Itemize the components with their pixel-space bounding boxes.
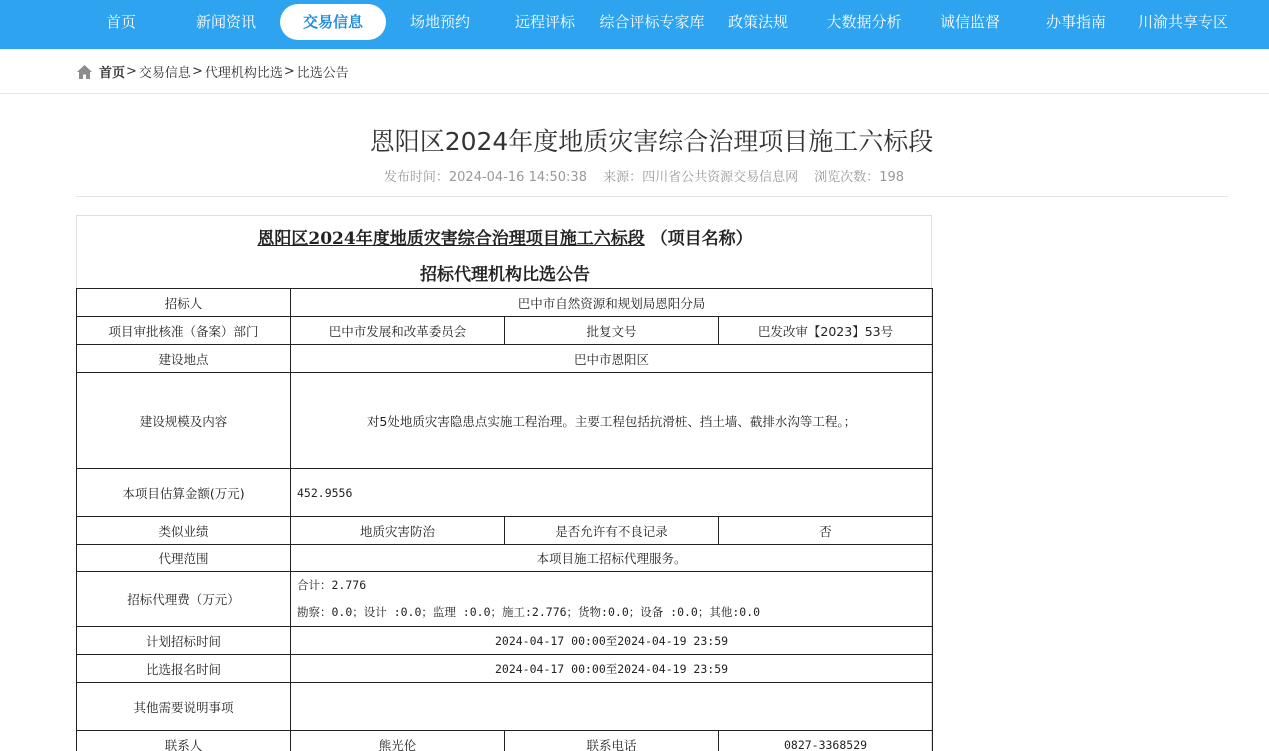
similar-value: 地质灾害防治 [291, 517, 505, 545]
source: 来源：四川省公共资源交易信息网 [603, 170, 799, 185]
table-row [77, 517, 933, 545]
table-row [77, 572, 933, 627]
phone-label: 联系电话 [505, 731, 719, 751]
article-title: 恩阳区2024年度地质灾害综合治理项目施工六标段 [369, 127, 934, 156]
table-row [77, 289, 933, 317]
phone-value: 0827-3368529 [719, 731, 933, 751]
bad-record-label: 是否允许有不良记录 [505, 517, 719, 545]
breadcrumb-trade-info[interactable]: 交易信息 [138, 66, 191, 81]
fee-label: 招标代理费（万元） [77, 572, 291, 627]
breadcrumb-separator: > [283, 64, 295, 79]
table-row [77, 469, 933, 517]
nav-chuanyu-zone[interactable]: 川渝共享专区 [1137, 13, 1228, 31]
other-value [291, 683, 933, 731]
nav-expert-pool[interactable]: 综合评标专家库 [599, 13, 705, 31]
scope-label: 代理范围 [77, 545, 291, 572]
article-meta [0, 166, 1269, 185]
other-label: 其他需要说明事项 [77, 683, 291, 731]
budget-value: 452.9556 [291, 469, 933, 517]
info-table [76, 288, 933, 751]
approval-doc-value: 巴发改审【2023】53号 [719, 317, 933, 345]
similar-label: 类似业绩 [77, 517, 291, 545]
nav-big-data[interactable]: 大数据分析 [826, 13, 902, 31]
table-row [77, 545, 933, 572]
breadcrumb-bar [0, 49, 1269, 94]
signup-time-label: 比选报名时间 [77, 655, 291, 683]
publish-time: 发布时间：2024-04-16 14:50:38 [383, 170, 587, 185]
nav-credit-supervision[interactable]: 诚信监督 [939, 13, 1000, 31]
project-name-suffix: （项目名称） [650, 229, 753, 249]
fee-detail: 勘察：0.0；设计 :0.0；监理 :0.0；施工:2.776；货物:0.0；设备 :0.0；其他:0.0 [297, 605, 761, 619]
signup-time-value: 2024-04-17 00:00至2024-04-19 23:59 [291, 655, 933, 683]
fee-value [291, 572, 933, 627]
table-row [77, 345, 933, 373]
view-count: 浏览次数：198 [814, 170, 905, 185]
breadcrumb-agency-selection[interactable]: 代理机构比选 [204, 66, 283, 81]
table-row [77, 627, 933, 655]
approval-dept-label: 项目审批核准（备案）部门 [77, 317, 291, 345]
bad-record-value: 否 [719, 517, 933, 545]
scale-label: 建设规模及内容 [77, 373, 291, 469]
breadcrumb-separator: > [191, 64, 203, 79]
fee-total: 合计：2.776 [297, 578, 367, 592]
table-row [77, 655, 933, 683]
scope-value: 本项目施工招标代理服务。 [291, 545, 933, 572]
nav-home[interactable]: 首页 [105, 13, 136, 31]
top-nav [0, 0, 1269, 49]
plan-time-label: 计划招标时间 [77, 627, 291, 655]
breadcrumb-separator: > [126, 64, 137, 79]
contact-value: 熊光伦 [291, 731, 505, 751]
approval-doc-label: 批复文号 [505, 317, 719, 345]
breadcrumb-home[interactable]: 首页 [99, 66, 126, 81]
nav-guide[interactable]: 办事指南 [1045, 13, 1106, 31]
scale-value: 对5处地质灾害隐患点实施工程治理。主要工程包括抗滑桩、挡土墙、截排水沟等工程。； [291, 373, 933, 469]
nav-policies[interactable]: 政策法规 [727, 13, 788, 31]
document-subtitle: 招标代理机构比选公告 [420, 265, 590, 285]
home-icon [76, 64, 93, 80]
breadcrumb [76, 62, 349, 81]
nav-remote-evaluation[interactable]: 远程评标 [514, 13, 575, 31]
approval-dept-value: 巴中市发展和改革委员会 [291, 317, 505, 345]
divider [76, 196, 1228, 197]
tenderer-value: 巴中市自然资源和规划局恩阳分局 [291, 289, 933, 317]
nav-venue-booking[interactable]: 场地预约 [409, 13, 470, 31]
site-value: 巴中市恩阳区 [291, 345, 933, 373]
nav-trade-info[interactable]: 交易信息 [280, 4, 386, 40]
site-label: 建设地点 [77, 345, 291, 373]
table-row [77, 731, 933, 751]
nav-news[interactable]: 新闻资讯 [195, 13, 256, 31]
tenderer-label: 招标人 [77, 289, 291, 317]
table-row [77, 683, 933, 731]
plan-time-value: 2024-04-17 00:00至2024-04-19 23:59 [291, 627, 933, 655]
project-name: 恩阳区2024年度地质灾害综合治理项目施工六标段 [257, 229, 645, 249]
table-row [77, 317, 933, 345]
budget-label: 本项目估算金额(万元) [77, 469, 291, 517]
breadcrumb-selection-notice[interactable]: 比选公告 [296, 66, 349, 81]
document-project-heading [77, 224, 933, 249]
contact-label: 联系人 [77, 731, 291, 751]
table-row [77, 373, 933, 469]
